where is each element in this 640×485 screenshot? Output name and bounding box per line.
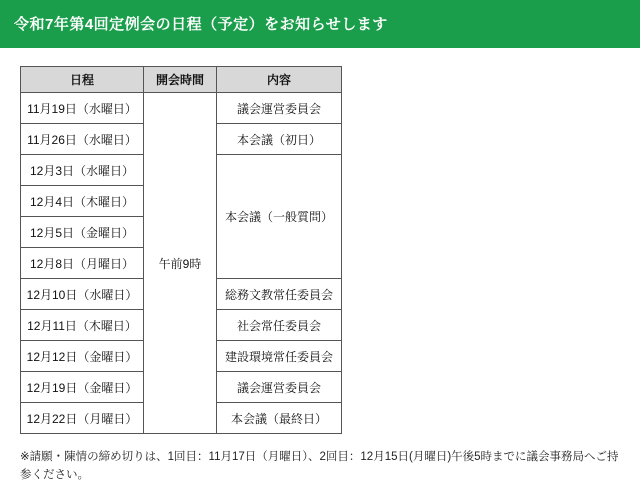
cell-date: 12月11日（木曜日） [21,310,144,341]
table-header [21,67,342,93]
schedule-table [20,66,342,434]
cell-date: 11月19日（水曜日） [21,93,144,124]
cell-date: 12月4日（木曜日） [21,186,144,217]
cell-content: 本会議（初日） [217,124,342,155]
cell-date: 12月5日（金曜日） [21,217,144,248]
column-header-time: 開会時間 [144,67,217,93]
cell-open-time: 午前9時 [144,93,217,434]
cell-content: 総務文教常任委員会 [217,279,342,310]
main-content [0,48,640,485]
cell-date: 12月19日（金曜日） [21,372,144,403]
table-row [21,93,342,124]
column-header-content: 内容 [217,67,342,93]
cell-content-general-question: 本会議（一般質問） [217,155,342,279]
cell-date: 12月3日（水曜日） [21,155,144,186]
cell-content: 議会運営委員会 [217,93,342,124]
cell-date: 11月26日（水曜日） [21,124,144,155]
cell-content: 社会常任委員会 [217,310,342,341]
cell-date: 12月10日（水曜日） [21,279,144,310]
table-body [21,93,342,434]
cell-content: 建設環境常任委員会 [217,341,342,372]
cell-date: 12月8日（月曜日） [21,248,144,279]
cell-content: 議会運営委員会 [217,372,342,403]
cell-date: 12月12日（金曜日） [21,341,144,372]
cell-content: 本会議（最終日） [217,403,342,434]
page-title: 令和7年第4回定例会の日程（予定）をお知らせします [14,15,388,33]
cell-date: 12月22日（月曜日） [21,403,144,434]
column-header-date: 日程 [21,67,144,93]
table-header-row [21,67,342,93]
footnote: ※請願・陳情の締め切りは、1回目：11月17日（月曜日）、2回目：12月15日(月曜日)午後5時までに議会事務局へご持参ください。 [20,451,619,482]
page-title-banner [0,0,640,48]
